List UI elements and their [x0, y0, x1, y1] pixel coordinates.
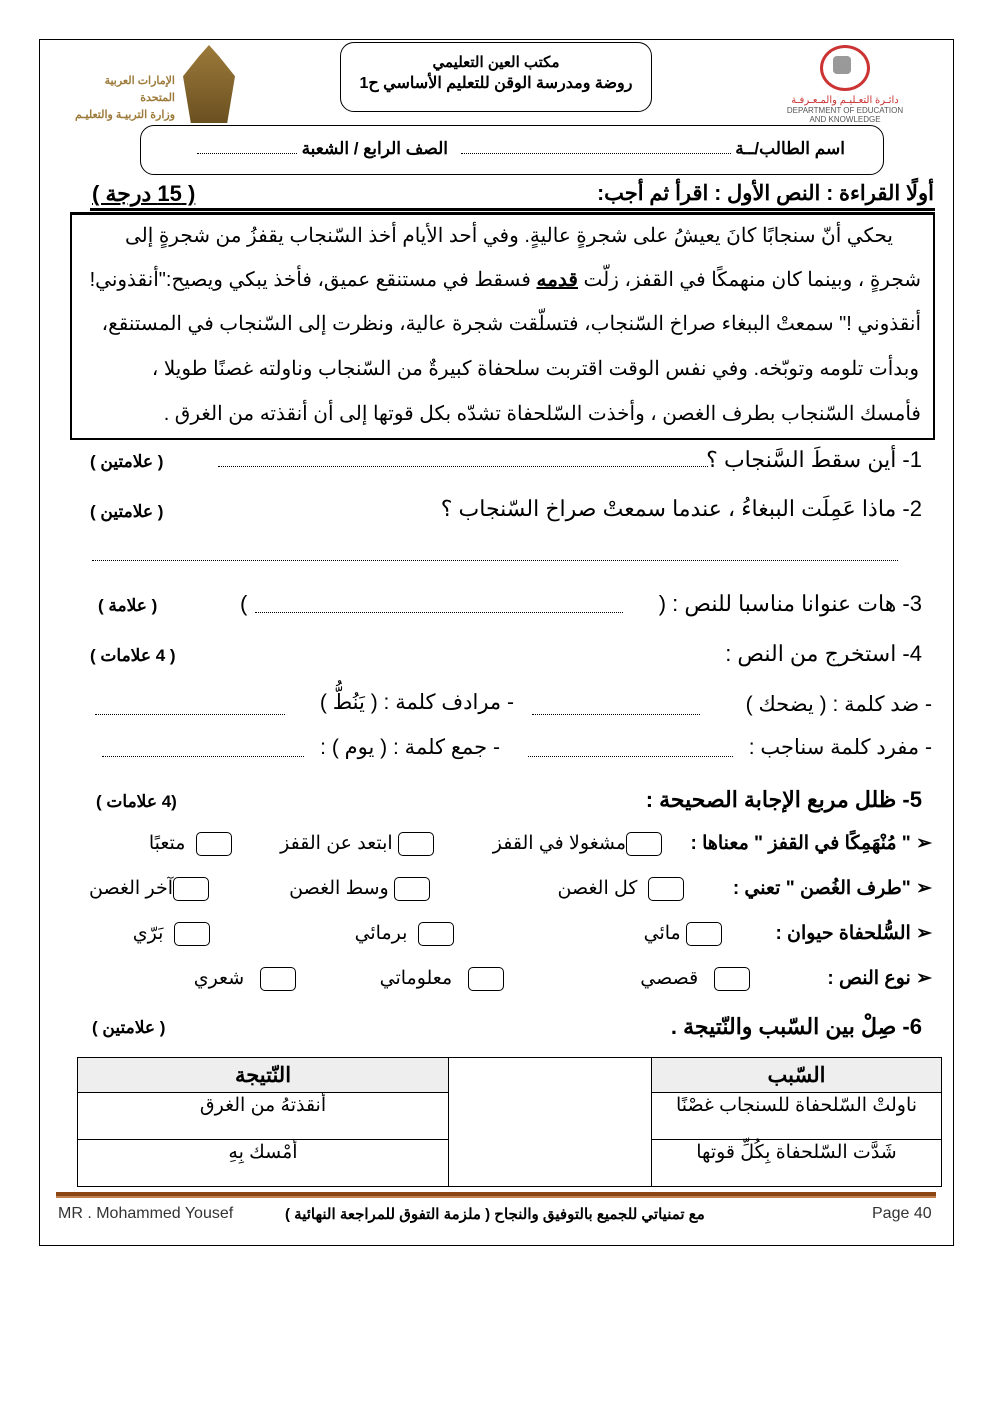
answer-singular[interactable]	[528, 740, 733, 757]
checkbox[interactable]	[394, 877, 430, 901]
matching-cell[interactable]	[449, 1140, 652, 1187]
checkbox[interactable]	[260, 967, 296, 991]
checkbox[interactable]	[468, 967, 504, 991]
grade-label: الصف الرابع / الشعبة	[301, 139, 448, 158]
seal-icon	[820, 45, 870, 91]
mcq-stem: ➢ " مُنْهَمِكًا في القفز " معناها :	[690, 833, 932, 854]
q4-singular: - مفرد كلمة سناجب :	[748, 736, 932, 759]
passage-line: شجرةٍ ، وبينما كان منهمكًا في القفز، زلّت قدمه فسقط في مستنقع عميق، فأخذ يبكي ويصيح:"أنقذوني!	[89, 269, 921, 291]
checkbox[interactable]	[173, 877, 209, 901]
mcq-option[interactable]: مشغولا في القفز	[493, 832, 662, 856]
question-4: 4- استخرج من النص :	[725, 641, 922, 666]
section-underline	[90, 208, 935, 211]
mcq-option[interactable]: بَرّي	[133, 922, 210, 946]
eagle-emblem-icon	[183, 45, 235, 123]
underlined-word: قدمه	[536, 269, 578, 291]
mcq-option[interactable]: مائي	[644, 922, 722, 946]
reading-passage	[70, 212, 935, 440]
dept-en1: DEPARTMENT OF EDUCATION	[786, 106, 904, 115]
mcq-option[interactable]: كل الغصن	[558, 877, 684, 901]
school-box	[340, 42, 652, 112]
q4-plural: - جمع كلمة : ( يوم ) :	[320, 736, 500, 759]
ministry-line2: وزارة التربيـة والتعليـم	[74, 109, 175, 121]
footer-author: MR . Mohammed Yousef	[58, 1205, 234, 1222]
matching-cell[interactable]	[449, 1093, 652, 1140]
question-3: 3- هات عنوانا مناسبا للنص : (	[658, 591, 922, 616]
q2-mark: ( علامتين )	[90, 502, 164, 521]
grade-field[interactable]	[197, 137, 448, 159]
checkbox[interactable]	[418, 922, 454, 946]
section-score: ( 15 درجة )	[92, 181, 196, 206]
section-title: أولًا القراءة : النص الأول : اقرأ ثم أجب:	[597, 182, 934, 205]
mcq-option[interactable]: وسط الغصن	[289, 877, 430, 901]
q1-mark: ( علامتين )	[90, 452, 164, 471]
question-5: 5- ظلل مربع الإجابة الصحيحة :	[645, 787, 922, 812]
school-name: روضة ومدرسة الوقن للتعليم الأساسي ح1	[359, 75, 633, 92]
result-header: النّتيجة	[78, 1058, 449, 1093]
student-name-field[interactable]	[461, 137, 845, 159]
matching-column[interactable]	[449, 1058, 652, 1093]
question-2: 2- ماذا عَمِلَت الببغاءُ ، عندما سمعتْ صراخ السّنجاب ؟	[440, 496, 922, 521]
checkbox[interactable]	[626, 832, 662, 856]
student-name-label: اسم الطالب/ــة	[735, 139, 845, 158]
answer-line-1[interactable]	[218, 450, 708, 467]
mcq-stem: ➢ السُّلحفاة حيوان :	[775, 923, 932, 944]
q5-mark: (4 علامات )	[96, 792, 177, 811]
checkbox[interactable]	[398, 832, 434, 856]
dept-ar: دائـرة التعـليـم والمـعـرفـة	[791, 95, 899, 106]
answer-line-3[interactable]	[255, 596, 623, 613]
question-1: 1- أين سقطَ السَّنجاب ؟	[706, 447, 922, 472]
passage-line: أنقذوني !" سمعتْ الببغاء صراخ السّنجاب، فتسلّقت شجرة عالية، ونظرت إلى السّنجاب في المستنقع،	[101, 313, 921, 335]
mcq-option[interactable]: معلوماتي	[380, 967, 504, 991]
office-name: مكتب العين التعليمي	[432, 54, 560, 71]
checkbox[interactable]	[648, 877, 684, 901]
checkbox[interactable]	[174, 922, 210, 946]
q3-mark: ( علامة )	[98, 596, 158, 615]
checkbox[interactable]	[714, 967, 750, 991]
footer-divider	[56, 1192, 936, 1198]
cause-header: السّبب	[652, 1058, 942, 1093]
mcq-stem: ➢ "طرف الغُصن " تعني :	[732, 878, 932, 899]
page-number: Page 40	[872, 1205, 932, 1222]
ministry-line1: الإمارات العربية المتحدة	[104, 75, 175, 104]
answer-opposite[interactable]	[532, 698, 700, 715]
q4-synonym: - مرادف كلمة : ( يَنُطُّ )	[319, 691, 514, 714]
cause-cell: شَدَّت السّلحفاة بِكُلِّ قوتها	[652, 1140, 942, 1187]
adek-logo	[770, 45, 920, 124]
cause-cell: ناولتْ السّلحفاة للسنجاب غصْنًا	[652, 1093, 942, 1140]
checkbox[interactable]	[196, 832, 232, 856]
mcq-option[interactable]: برمائي	[355, 922, 454, 946]
uae-ministry-logo	[70, 45, 235, 120]
q4-mark: ( 4 علامات )	[90, 646, 176, 665]
answer-synonym[interactable]	[95, 698, 285, 715]
question-6: 6- صِلْ بين السّبب والنّتيجة .	[670, 1014, 922, 1039]
passage-line: فأمسك السّنجاب بطرف الغصن ، وأخذت السّلحفاة تشدّه بكل قوتها إلى أن أنقذته من الغرق .	[163, 403, 921, 425]
mcq-option[interactable]: آخر الغصن	[89, 877, 209, 901]
passage-line: وبدأت تلومه وتوبّخه. وفي نفس الوقت اقتربت سلحفاة كبيرةٌ من السّنجاب وناولته غصنًا طويلا ،	[151, 358, 919, 380]
mcq-option[interactable]: متعبًا	[149, 832, 232, 856]
mcq-stem: ➢ نوع النص :	[827, 968, 932, 989]
q3-paren: )	[240, 591, 248, 616]
checkbox[interactable]	[686, 922, 722, 946]
q6-mark: ( علامتين )	[92, 1018, 166, 1037]
result-cell: أنقذتهُ من الغرق	[78, 1093, 449, 1140]
cause-effect-table	[77, 1057, 942, 1187]
mcq-option[interactable]: قصصي	[640, 967, 750, 991]
mcq-option[interactable]: شعري	[194, 967, 296, 991]
answer-plural[interactable]	[102, 740, 304, 757]
dept-en2: AND KNOWLEDGE	[809, 115, 881, 124]
result-cell: أمْسك بِهِ	[78, 1140, 449, 1187]
q4-opposite: - ضد كلمة : ( يضحك )	[745, 693, 932, 716]
mcq-option[interactable]: ابتعد عن القفز	[280, 832, 434, 856]
student-info-box	[140, 125, 884, 175]
footer-note: مع تمنياتي للجميع بالتوفيق والنجاح ( ملزمة التفوق للمراجعة النهائية )	[285, 1206, 705, 1223]
passage-line: يحكي أنّ سنجابًا كانَ يعيشُ على شجرةٍ عاليةٍ. وفي أحد الأيام أخذ السّنجاب يقفزُ من شجرةٍ إلى	[124, 225, 893, 247]
answer-line-2[interactable]	[92, 544, 898, 561]
